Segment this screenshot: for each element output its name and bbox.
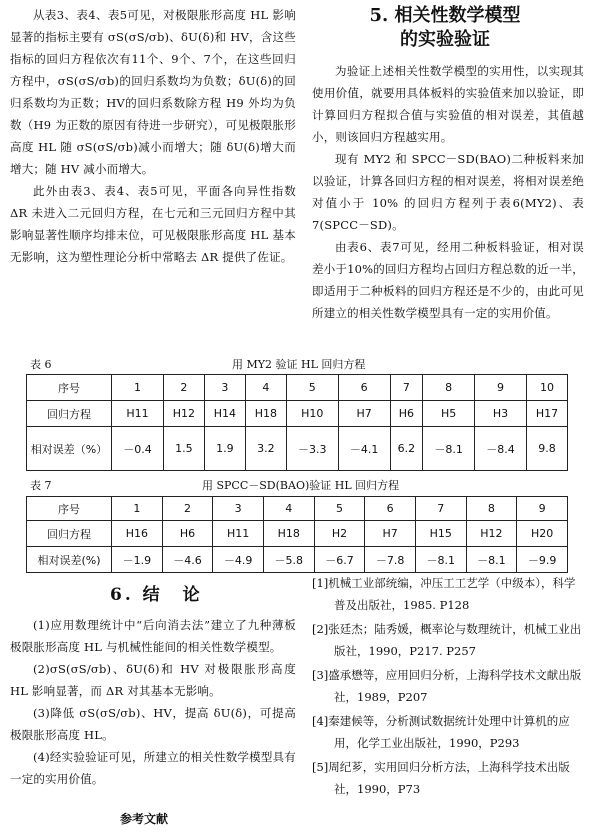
table7: [26, 496, 568, 573]
section-5-title-line1: 5. 相关性数学模型: [369, 5, 521, 26]
table6-id-row: [27, 375, 568, 401]
conclusion-item: (2)σS(σS/σb)、δU(δ)和 HV 对极限胀形高度 HL 影响显著，而 ΔR 对其基本无影响。: [10, 662, 296, 698]
table6-cell: H6: [390, 401, 423, 427]
table7-cell: H18: [263, 521, 314, 547]
table6-cell: 6: [338, 375, 390, 401]
table6-cell: H7: [338, 401, 390, 427]
table6-cell: 2: [163, 375, 204, 401]
table7-title: 用 SPCC－SD(BAO)验证 HL 回归方程: [202, 479, 400, 492]
table7-row-label: 相对误差(%): [27, 547, 112, 573]
table7-cell: H6: [162, 521, 213, 547]
table7-cell: －6.7: [314, 547, 365, 573]
table6-cell: －8.1: [423, 427, 475, 471]
table7-cell: 8: [466, 497, 517, 521]
table7-cell: －7.8: [365, 547, 416, 573]
table6-cell: H17: [526, 401, 567, 427]
table7-cell: －8.1: [415, 547, 466, 573]
table6-cell: －4.1: [338, 427, 390, 471]
table6-cell: 7: [390, 375, 423, 401]
table6-cell: H11: [112, 401, 164, 427]
left-paragraph-1: 从表3、表4、表5可见，对极限胀形高度 HL 影响显著的指标主要有 σS(σS/σb)、δU(δ)和 HV，含这些指标的回归方程依次有11个、9个、7个，在这些回归方程中，σS(σS/σb)的回归系数均为负数；δU(δ)的回归系数均为正数；HV的回归系数除方程 H9 外均为负数（H9 为正数的原因有待进一步研究），可见极限胀形高度 HL 随 σS(σS/σb)减小而增大；随 δU(δ)增大而增大；随 HV 减小而增大。: [10, 8, 296, 176]
table7-cell: －4.6: [162, 547, 213, 573]
table7-cell: H2: [314, 521, 365, 547]
reference-item: [2]张廷杰；陆秀媛，概率论与数理统计，机械工业出版社，1990，P217. P257: [312, 622, 582, 658]
reference-item: [5]周纪芗，实用回归分析方法，上海科学技术出版社，1990，P73: [312, 760, 570, 796]
table6-cell: H12: [163, 401, 204, 427]
table6-cell: 10: [526, 375, 567, 401]
table6-title: 用 MY2 验证 HL 回归方程: [232, 358, 366, 371]
table7-cell: H12: [466, 521, 517, 547]
table7-error-row: [27, 547, 568, 573]
table7-cell: 3: [213, 497, 264, 521]
section-5-paragraph-1: 为验证上述相关性数学模型的实用性，以实现其使用价值，就要用具体板料的实验值来加以验证，即计算回归方程拟合值与实验值的相对误差，其值越小，则该回归方程越实用。: [312, 64, 584, 144]
table6-cell: 4: [245, 375, 286, 401]
table6-row-label: 回归方程: [27, 401, 112, 427]
conclusion-item: (3)降低 σS(σS/σb)、HV，提高 δU(δ)，可提高极限胀形高度 HL。: [10, 706, 296, 742]
table6-cell: 9: [475, 375, 527, 401]
table7-cell: 1: [112, 497, 163, 521]
section-6-heading: 6. 结 论: [110, 585, 203, 605]
table6-cell: H14: [204, 401, 245, 427]
table7-cell: 5: [314, 497, 365, 521]
table7-cell: H7: [365, 521, 416, 547]
table7-cell: －8.1: [466, 547, 517, 573]
table7-cell: 6: [365, 497, 416, 521]
table6-cell: －8.4: [475, 427, 527, 471]
table7-cell: 7: [415, 497, 466, 521]
table7-cell: 9: [517, 497, 568, 521]
reference-item: [1]机械工业部统编，冲压工工艺学（中级本），科学普及出版社，1985. P128: [312, 576, 576, 612]
table7-row-label: 回归方程: [27, 521, 112, 547]
table7-cell: －9.9: [517, 547, 568, 573]
table6-cell: H3: [475, 401, 527, 427]
table6-cell: H5: [423, 401, 475, 427]
table6-cell: 5: [286, 375, 338, 401]
table6-cell: 3.2: [245, 427, 286, 471]
right-column: [312, 60, 584, 324]
table6-cell: 9.8: [526, 427, 567, 471]
table6-cell: 1: [112, 375, 164, 401]
table6-cell: 8: [423, 375, 475, 401]
section-5-title-line2: 的实验验证: [400, 29, 490, 50]
section-5-heading: [310, 4, 580, 52]
table6-label: 表 6: [30, 358, 52, 371]
conclusion-list: [10, 614, 296, 790]
table6-cell: H10: [286, 401, 338, 427]
left-paragraph-2: 此外由表3、表4、表5可见，平面各向异性指数 ΔR 未进入二元回归方程，在七元和三元回归方程中其影响显著性顺序均排末位，可见极限胀形高度 HL 基本无影响，这为塑性理论分析中常略去 ΔR 提供了佐证。: [10, 184, 296, 264]
table6-cell: H18: [245, 401, 286, 427]
table6-cell: －3.3: [286, 427, 338, 471]
table7-cell: H11: [213, 521, 264, 547]
table7-cell: 4: [263, 497, 314, 521]
references-list: [312, 572, 586, 802]
table7-cell: H20: [517, 521, 568, 547]
table7-row-label: 序号: [27, 497, 112, 521]
table6-cell: 3: [204, 375, 245, 401]
table7-cell: 2: [162, 497, 213, 521]
table7-label: 表 7: [30, 479, 52, 492]
table6-row-label: 序号: [27, 375, 112, 401]
table6-cell: 1.5: [163, 427, 204, 471]
conclusion-item: (1)应用数理统计中“后向消去法”建立了九种薄板极限胀形高度 HL 与机械性能间的相关性数学模型。: [10, 618, 296, 654]
table7-cell: H15: [415, 521, 466, 547]
table7-cell: －5.8: [263, 547, 314, 573]
table7-cell: －1.9: [112, 547, 163, 573]
section-5-paragraph-3: 由表6、表7可见，经用二种板料验证，相对误差小于10%的回归方程均占回归方程总数的近一半，即适用于二种板料的回归方程还是不少的，由此可见所建立的相关性数学模型具有一定的实用价值。: [312, 240, 584, 320]
table6: [26, 374, 568, 471]
table6-row-label: 相对误差（%）: [27, 427, 112, 471]
table7-id-row: [27, 497, 568, 521]
table6-cell: －0.4: [112, 427, 164, 471]
conclusion-item: (4)经实验验证可见，所建立的相关性数学模型具有一定的实用价值。: [10, 750, 296, 786]
table6-cell: 6.2: [390, 427, 423, 471]
reference-item: [3]盛承懋等，应用回归分析，上海科学技术文献出版社，1989，P207: [312, 668, 582, 704]
section-5-paragraph-2: 现有 MY2 和 SPCC－SD(BAO)二种板料来加以验证，计算各回归方程的相对误差，将相对误差绝对值小于 10% 的回归方程列于表6(MY2)、表7(SPCC－SD)。: [312, 152, 584, 232]
table7-cell: H16: [112, 521, 163, 547]
table6-equation-row: [27, 401, 568, 427]
reference-item: [4]秦建候等，分析测试数据统计处理中计算机的应用，化学工业出版社，1990，P293: [312, 714, 570, 750]
table7-cell: －4.9: [213, 547, 264, 573]
left-column: [10, 4, 296, 268]
table6-cell: 1.9: [204, 427, 245, 471]
table7-equation-row: [27, 521, 568, 547]
references-heading: 参考文献: [120, 812, 169, 826]
table6-error-row: [27, 427, 568, 471]
